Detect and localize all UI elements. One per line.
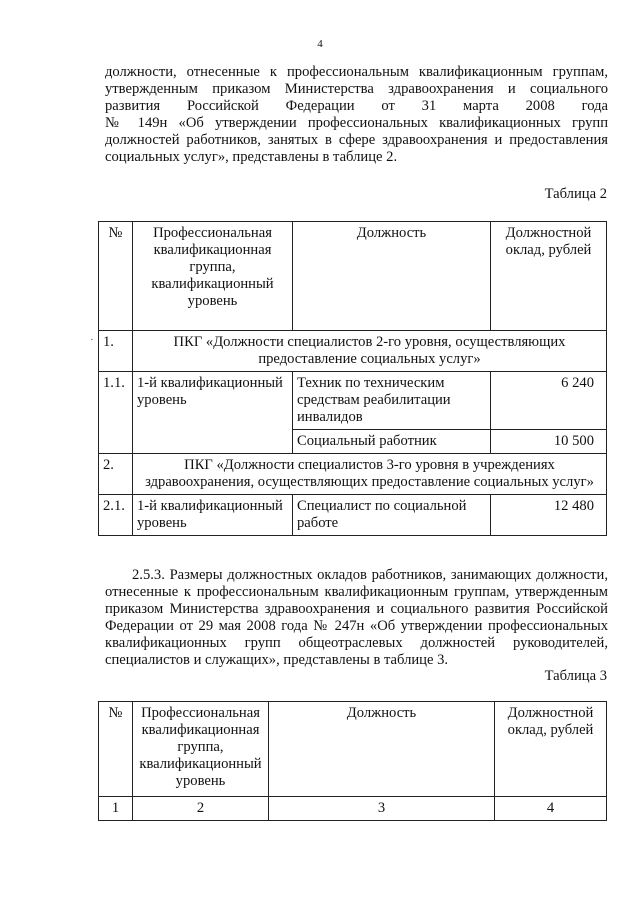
margin-mark: · <box>90 334 94 346</box>
row-level: 1-й квалификационный уровень <box>133 495 293 536</box>
text-line: утвержденным приказом Министерства здравоохранения и социального <box>105 81 608 97</box>
column-number-3: 3 <box>269 797 495 821</box>
text-line: Федерации от 29 мая 2008 года № 247н «Об утверждении профессиональных <box>105 618 608 634</box>
header-number: № <box>99 702 133 797</box>
intro-paragraph <box>105 64 608 166</box>
row-salary: 10 500 <box>491 430 607 454</box>
text-line: квалификационных групп общеотраслевых должностей руководителей, <box>105 635 608 651</box>
header-position: Должность <box>269 702 495 797</box>
column-number-1: 1 <box>99 797 133 821</box>
header-group: Профессиональная квалификационная группа, квалификационный уровень <box>133 222 293 331</box>
column-number-2: 2 <box>133 797 269 821</box>
header-salary: Должностной оклад, рублей <box>495 702 607 797</box>
text-line: 2.5.3. Размеры должностных окладов работников, занимающих должности, <box>132 567 608 583</box>
table-3-caption: Таблица 3 <box>544 668 607 684</box>
header-position: Должность <box>293 222 491 331</box>
text-line: № 149н «Об утверждении профессиональных квалификационных групп <box>105 115 608 131</box>
header-number: № <box>99 222 133 331</box>
text-line: приказом Министерства здравоохранения и социального развития Российской <box>105 601 608 617</box>
table-row <box>99 797 607 821</box>
group-number: 2. <box>99 454 133 495</box>
row-level: 1-й квалификационный уровень <box>133 372 293 454</box>
text-line: специалистов и служащих», представлены в таблице 3. <box>105 652 449 668</box>
table-row <box>99 495 607 536</box>
group-title: ПКГ «Должности специалистов 3-го уровня в учреждениях здравоохранения, осуществляющих предоставление социальных услуг» <box>133 454 607 495</box>
text-line: должностей работников, занятых в сфере здравоохранения и предоставления <box>105 132 608 148</box>
section-2-5-3-paragraph <box>105 567 608 669</box>
text-line: развития Российской Федерации от 31 марта 2008 года <box>105 98 608 114</box>
table-group-row <box>99 331 607 372</box>
table-header-row <box>99 702 607 797</box>
table-3 <box>98 701 607 821</box>
table-row <box>99 372 607 430</box>
table-2-caption: Таблица 2 <box>544 186 607 202</box>
header-group: Профессиональная квалификационная группа, квалификационный уровень <box>133 702 269 797</box>
row-position: Специалист по социальной работе <box>293 495 491 536</box>
row-number: 2.1. <box>99 495 133 536</box>
row-salary: 12 480 <box>491 495 607 536</box>
text-line: должности, отнесенные к профессиональным квалификационным группам, <box>105 64 608 80</box>
table-2 <box>98 221 607 536</box>
row-position: Техник по техническим средствам реабилитации инвалидов <box>293 372 491 430</box>
table-group-row <box>99 454 607 495</box>
group-title: ПКГ «Должности специалистов 2-го уровня, осуществляющих предоставление социальных услуг» <box>133 331 607 372</box>
table-header-row <box>99 222 607 331</box>
row-number: 1.1. <box>99 372 133 454</box>
page-number: 4 <box>317 38 323 50</box>
row-position: Социальный работник <box>293 430 491 454</box>
text-line: социальных услуг», представлены в таблице 2. <box>105 149 398 165</box>
header-salary: Должностной оклад, рублей <box>491 222 607 331</box>
text-line: отнесенные к профессиональным квалификационным группам, утвержденным <box>105 584 608 600</box>
column-number-4: 4 <box>495 797 607 821</box>
row-salary: 6 240 <box>491 372 607 430</box>
group-number: 1. <box>99 331 133 372</box>
